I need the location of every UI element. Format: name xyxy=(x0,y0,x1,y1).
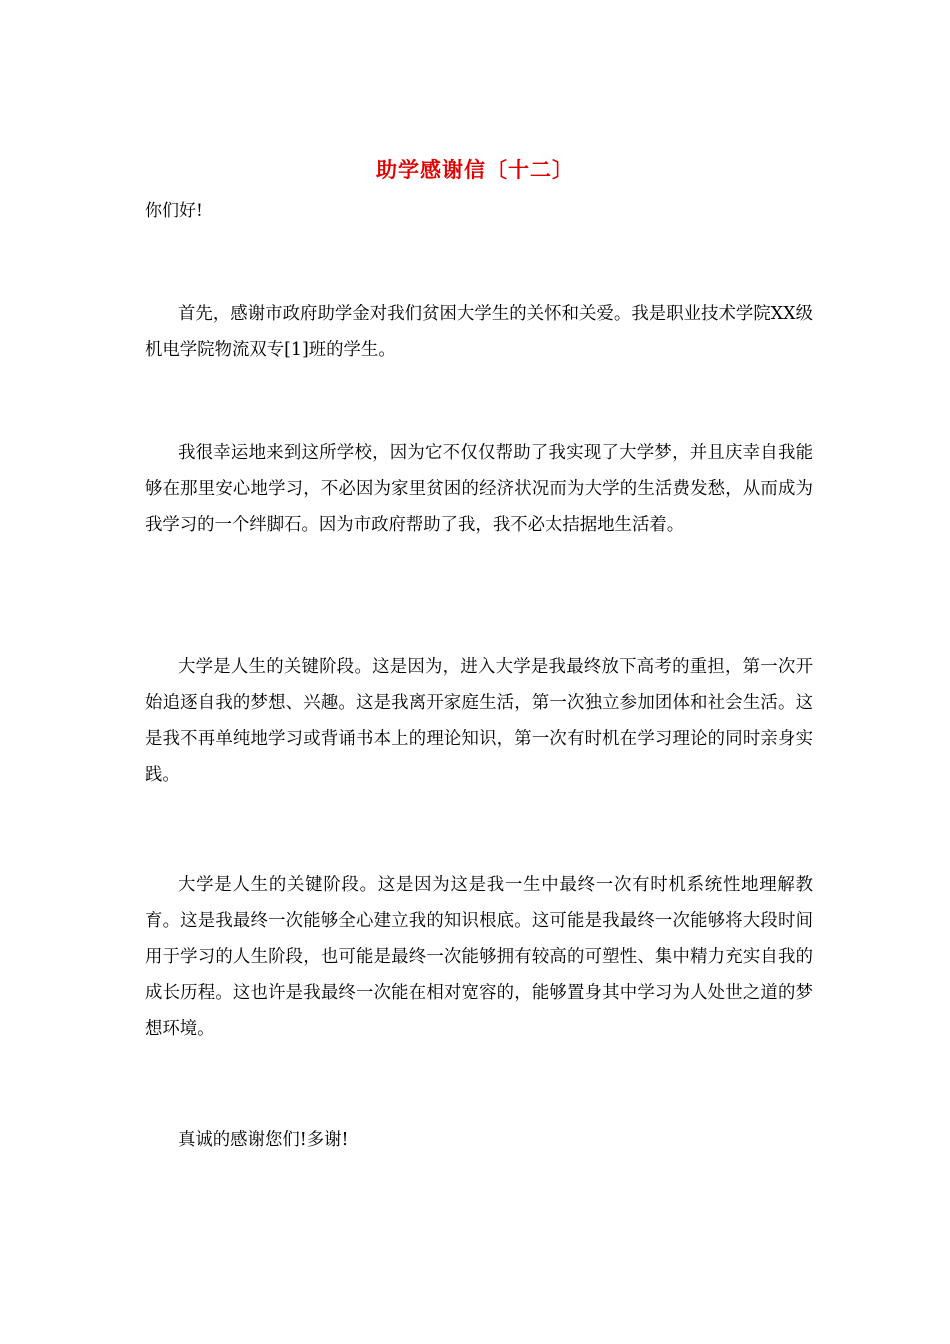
paragraph-2: 我很幸运地来到这所学校，因为它不仅仅帮助了我实现了大学梦，并且庆幸自我能够在那里安心地学习，不必因为家里贫困的经济状况而为大学的生活费发愁，从而成为我学习的一个绊脚石。因为市政府帮助了我，我不必太拮据地生活着。 xyxy=(145,443,813,535)
document-title: 助学感谢信〔十二〕 xyxy=(376,157,574,182)
greeting: 你们好! xyxy=(145,201,203,221)
paragraph-1: 首先，感谢市政府助学金对我们贫困大学生的关怀和关爱。我是职业技术学院XX级机电学院物流双专[1]班的学生。 xyxy=(145,304,813,360)
paragraph-3: 大学是人生的关键阶段。这是因为，进入大学是我最终放下高考的重担，第一次开始追逐自我的梦想、兴趣。这是我离开家庭生活，第一次独立参加团体和社会生活。这是我不再单纯地学习或背诵书本上的理论知识，第一次有时机在学习理论的同时亲身实践。 xyxy=(145,657,813,785)
paragraph-4: 大学是人生的关键阶段。这是因为这是我一生中最终一次有时机系统性地理解教育。这是我最终一次能够全心建立我的知识根底。这可能是我最终一次能够将大段时间用于学习的人生阶段，也可能是最终一次能够拥有较高的可塑性、集中精力充实自我的成长历程。这也许是我最终一次能在相对宽容的，能够置身其中学习为人处世之道的梦想环境。 xyxy=(145,875,813,1039)
closing-line: 真诚的感谢您们!多谢! xyxy=(178,1130,349,1150)
